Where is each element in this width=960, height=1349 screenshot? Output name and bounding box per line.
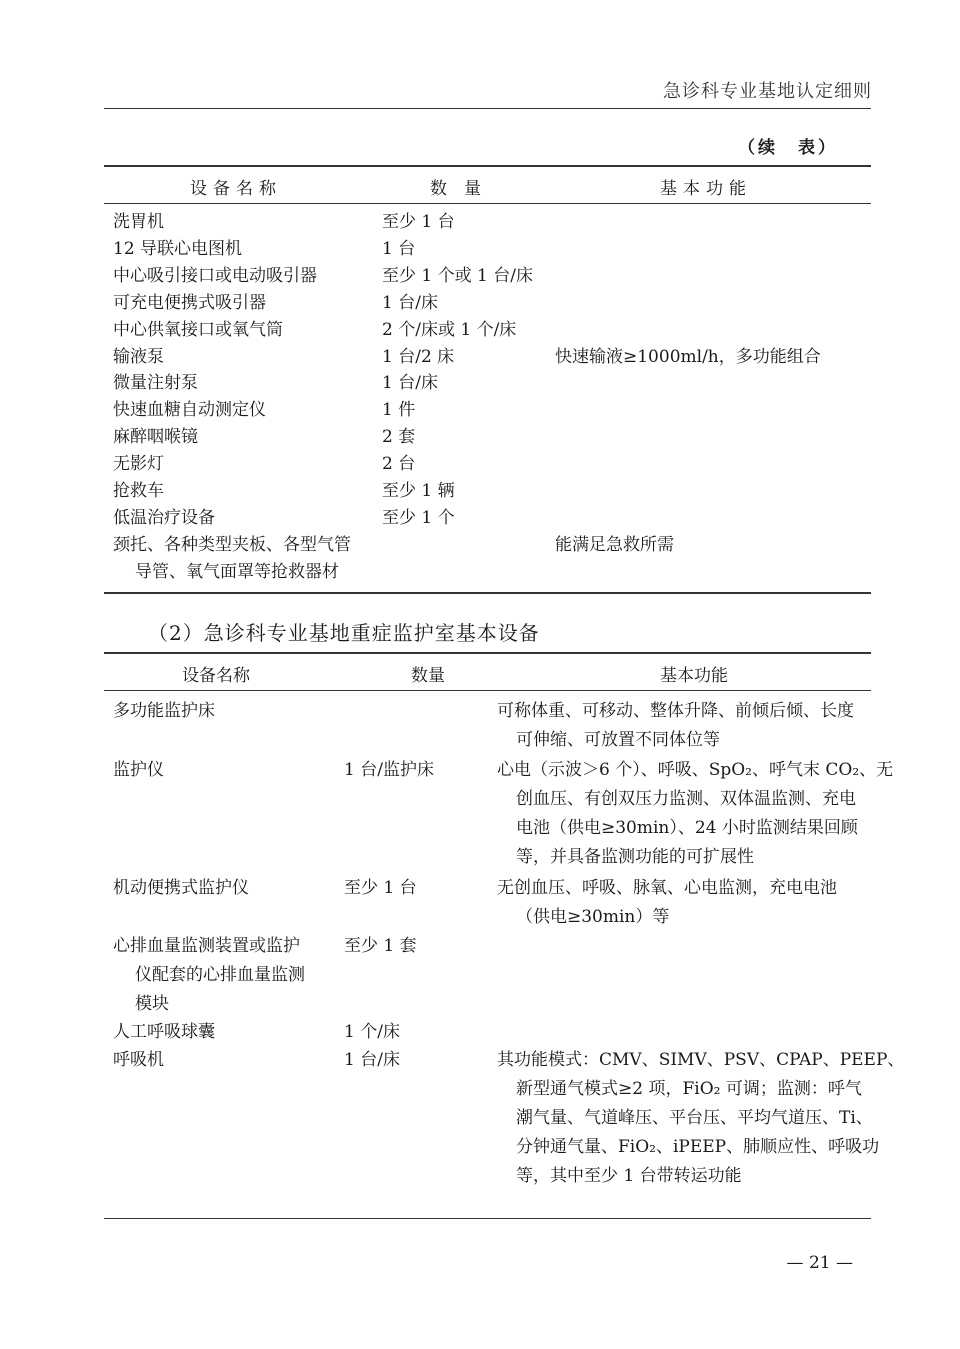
table1-col-function: 基本功能 xyxy=(660,179,752,199)
equipment-function: 可称体重、可移动、整体升降、前倾后倾、长度 xyxy=(497,701,854,721)
equipment-function: 快速输液≥1000ml/h，多功能组合 xyxy=(555,346,821,367)
equipment-function: 能满足急救所需 xyxy=(555,534,674,555)
equipment-name: 人工呼吸球囊 xyxy=(113,1022,215,1042)
equipment-quantity: 2 套 xyxy=(382,427,416,448)
equipment-quantity: 1 台/2 床 xyxy=(382,346,455,367)
continued-note: （续 表） xyxy=(738,138,838,158)
equipment-name: 输液泵 xyxy=(113,346,164,367)
header-rule xyxy=(104,108,871,109)
equipment-quantity: 2 个/床或 1 个/床 xyxy=(382,319,517,340)
equipment-quantity: 1 件 xyxy=(382,400,416,421)
equipment-name-cont: 导管、氧气面罩等抢救器材 xyxy=(135,561,339,582)
equipment-quantity: 1 台/床 xyxy=(344,1050,400,1070)
table1-col-qty: 数 量 xyxy=(430,179,481,199)
section-title: （2）急诊科专业基地重症监护室基本设备 xyxy=(148,621,540,645)
equipment-name: 模块 xyxy=(135,994,169,1014)
equipment-function: 等，其中至少 1 台带转运功能 xyxy=(516,1166,742,1186)
equipment-function: 创血压、有创双压力监测、双体温监测、充电 xyxy=(516,789,856,809)
equipment-name: 麻醉咽喉镜 xyxy=(113,427,198,448)
equipment-name: 微量注射泵 xyxy=(113,373,198,394)
equipment-name: 心排血量监测装置或监护 xyxy=(113,936,300,956)
table1-bottom-rule xyxy=(104,592,871,594)
equipment-name: 抢救车 xyxy=(113,481,164,501)
equipment-function: 潮气量、气道峰压、平台压、平均气道压、Ti、 xyxy=(516,1108,873,1128)
equipment-name: 颈托、各种类型夹板、各型气管 xyxy=(113,534,351,555)
equipment-quantity: 至少 1 个或 1 台/床 xyxy=(382,265,533,286)
equipment-name: 多功能监护床 xyxy=(113,701,215,721)
table2-header-rule xyxy=(104,690,871,691)
equipment-function: 心电（示波＞6 个）、呼吸、SpO₂、呼气末 CO₂、无 xyxy=(497,760,894,780)
equipment-name: 机动便携式监护仪 xyxy=(113,878,249,898)
table2-col-qty: 数量 xyxy=(411,666,445,686)
page-number: — 21 — xyxy=(786,1253,853,1273)
equipment-name: 呼吸机 xyxy=(113,1050,164,1070)
equipment-quantity: 2 台 xyxy=(382,454,416,475)
equipment-name: 洗胃机 xyxy=(113,212,164,232)
equipment-quantity: 至少 1 台 xyxy=(382,212,455,232)
table2-col-function: 基本功能 xyxy=(660,666,728,686)
equipment-name: 仪配套的心排血量监测 xyxy=(135,965,305,985)
equipment-function: （供电≥30min）等 xyxy=(516,907,670,927)
equipment-name: 无影灯 xyxy=(113,454,164,475)
equipment-name: 快速血糖自动测定仪 xyxy=(113,400,266,421)
equipment-name: 可充电便携式吸引器 xyxy=(113,292,266,313)
table1-top-rule xyxy=(104,165,871,167)
equipment-quantity: 1 个/床 xyxy=(344,1022,400,1042)
table2-bottom-rule xyxy=(104,1218,871,1219)
equipment-name: 中心供氧接口或氧气筒 xyxy=(113,319,283,340)
equipment-function: 可伸缩、可放置不同体位等 xyxy=(516,730,720,750)
equipment-function: 新型通气模式≥2 项，FiO₂ 可调；监测：呼气 xyxy=(516,1079,862,1099)
equipment-quantity: 1 台/监护床 xyxy=(344,760,434,780)
equipment-name: 低温治疗设备 xyxy=(113,507,215,528)
table2-col-name: 设备名称 xyxy=(182,666,250,686)
equipment-function: 无创血压、呼吸、脉氧、心电监测，充电电池 xyxy=(497,878,837,898)
running-header: 急诊科专业基地认定细则 xyxy=(663,81,872,102)
table1-header-rule xyxy=(104,203,871,204)
equipment-quantity: 至少 1 辆 xyxy=(382,481,455,501)
equipment-quantity: 至少 1 个 xyxy=(382,507,455,528)
equipment-quantity: 1 台/床 xyxy=(382,373,438,394)
equipment-function: 其功能模式：CMV、SIMV、PSV、CPAP、PEEP、 xyxy=(497,1050,905,1070)
equipment-function: 电池（供电≥30min）、24 小时监测结果回顾 xyxy=(516,818,858,838)
equipment-function: 等，并具备监测功能的可扩展性 xyxy=(516,847,754,867)
equipment-function: 分钟通气量、FiO₂、iPEEP、肺顺应性、呼吸功 xyxy=(516,1137,880,1157)
equipment-quantity: 至少 1 套 xyxy=(344,936,417,956)
table1-col-name: 设备名称 xyxy=(190,179,282,199)
equipment-name: 中心吸引接口或电动吸引器 xyxy=(113,265,317,286)
equipment-name: 12 导联心电图机 xyxy=(113,238,243,259)
equipment-quantity: 1 台 xyxy=(382,238,416,259)
equipment-quantity: 至少 1 台 xyxy=(344,878,417,898)
equipment-quantity: 1 台/床 xyxy=(382,292,438,313)
table2-top-rule xyxy=(104,652,871,654)
equipment-name: 监护仪 xyxy=(113,760,164,780)
